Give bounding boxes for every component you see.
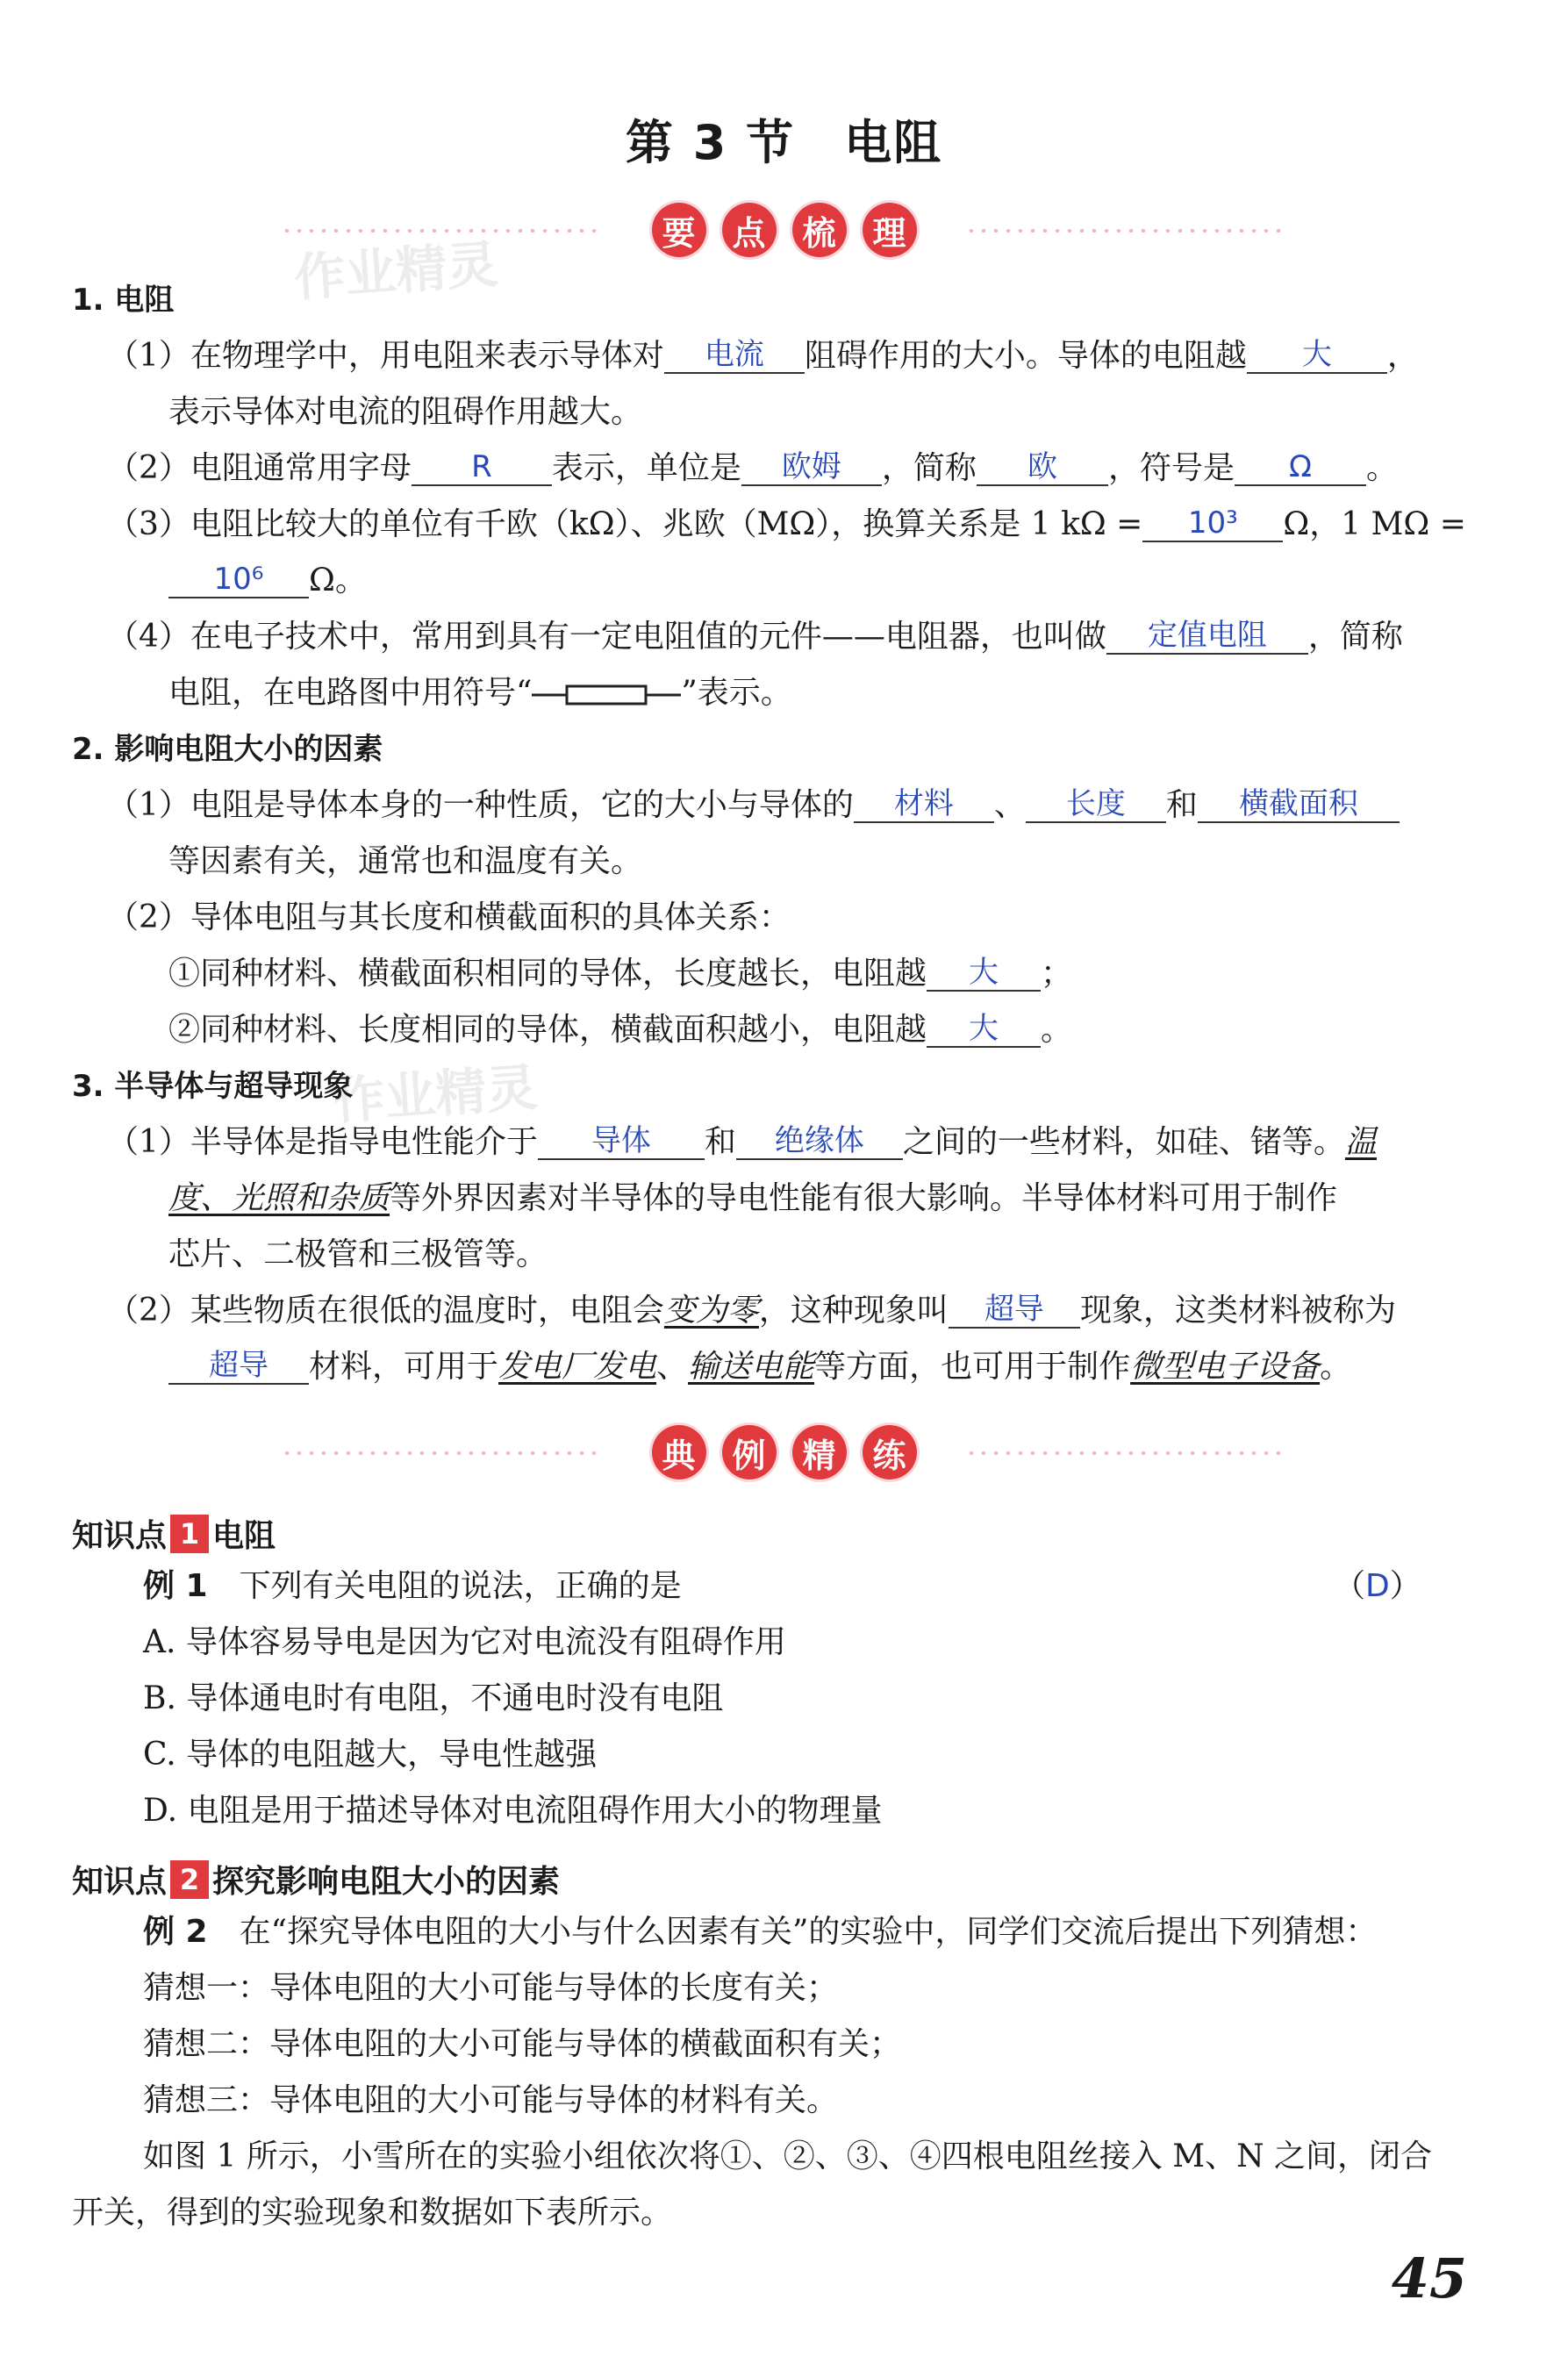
banner-dots-right (965, 229, 1281, 233)
answer-blank: Ω (1235, 449, 1366, 486)
text: ，简称 (881, 450, 977, 486)
text-line: 芯片、二极管和三极管等。 (168, 1236, 548, 1272)
text-line (107, 616, 1403, 658)
knowledge-point-heading (72, 1511, 276, 1556)
banner-dots-right (965, 1451, 1281, 1455)
text: 、 (656, 1349, 689, 1385)
section-banner-examples (0, 1420, 1568, 1485)
banner-char: 要 (652, 203, 706, 257)
answer-blank: 电流 (664, 337, 805, 374)
text-line (168, 560, 367, 602)
answer-blank: 绝缘体 (736, 1123, 903, 1160)
text: 之间的一些材料，如硅、锗等。 (902, 1124, 1345, 1160)
answer-blank: 大 (927, 1011, 1041, 1048)
banner-char: 梳 (792, 203, 847, 257)
text: ，简称 (1307, 619, 1403, 655)
answer-blank: 超导 (168, 1348, 309, 1385)
handwritten-text: 微型电子设备 (1130, 1349, 1321, 1385)
watermark: 作业精灵 (332, 1057, 540, 1131)
text: 在“探究导体电阻的大小与什么因素有关”的实验中，同学们交流后提出下列猜想： (239, 1914, 1378, 1950)
banner-char: 练 (863, 1425, 917, 1479)
text: 下列有关电阻的说法，正确的是 (239, 1568, 682, 1604)
answer-blank: 材料 (854, 786, 994, 823)
watermark: 作业精灵 (292, 233, 500, 308)
answer-blank: 定值电阻 (1106, 618, 1308, 655)
option-b: B. 导体通电时有电阻，不通电时没有电阻 (143, 1680, 724, 1716)
answer-bracket (1334, 1565, 1421, 1608)
text: （4）在电子技术中，常用到具有一定电阻值的元件——电阻器，也叫做 (107, 619, 1106, 655)
text: ”表示。 (681, 675, 792, 711)
text-line: 开关，得到的实验现象和数据如下表所示。 (72, 2195, 673, 2231)
answer-blank: 欧 (977, 449, 1108, 486)
banner-char: 典 (652, 1425, 706, 1479)
text-line (107, 448, 1398, 490)
answer-blank: R (412, 449, 552, 486)
answer-blank: 10⁶ (168, 562, 309, 598)
handwritten-text: 输送电能 (688, 1349, 815, 1385)
text: 阻碍作用的大小。导体的电阻越 (804, 338, 1247, 374)
answer-blank: 欧姆 (741, 449, 882, 486)
text: ） (1389, 1568, 1421, 1604)
guess-1: 猜想一：导体电阻的大小可能与导体的长度有关； (143, 1970, 839, 2006)
banner-char: 例 (722, 1425, 777, 1479)
handwritten-text: 变为零 (663, 1293, 759, 1329)
answer-blank: 长度 (1026, 786, 1166, 823)
text-line (107, 1121, 1377, 1164)
example-stem (143, 1911, 1377, 1953)
text: 。 (1365, 450, 1398, 486)
example-tag: 例 2 (143, 1914, 208, 1950)
answer-blank: 大 (1247, 337, 1387, 374)
text: 等外界因素对半导体的导电性能有很大影响。半导体材料可用于制作 (390, 1180, 1338, 1216)
banner-char: 精 (792, 1425, 847, 1479)
text: Ω。 (309, 562, 367, 598)
option-c: C. 导体的电阻越大，导电性越强 (143, 1737, 598, 1773)
option-d: D. 电阻是用于描述导体对电流阻碍作用大小的物理量 (143, 1793, 883, 1829)
text: ，这种现象叫 (758, 1293, 949, 1329)
text: ； (1041, 956, 1073, 992)
text: ②同种材料、长度相同的导体，横截面积越小，电阻越 (168, 1012, 927, 1048)
text: 。 (1041, 1012, 1073, 1048)
answer-blank: 导体 (538, 1123, 705, 1160)
section-heading: 1. 电阻 (72, 283, 175, 318)
option-a: A. 导体容易导电是因为它对电流没有阻碍作用 (143, 1624, 786, 1660)
banner-char: 理 (863, 203, 917, 257)
kp-number-badge: 2 (170, 1860, 209, 1899)
text: 材料，可用于 (309, 1349, 499, 1385)
kp-name: 电阻 (212, 1518, 276, 1554)
text-line: （2）导体电阻与其长度和横截面积的具体关系： (107, 899, 791, 935)
guess-3: 猜想三：导体电阻的大小可能与导体的材料有关。 (143, 2082, 839, 2118)
text-line (107, 784, 1400, 827)
page-title: 第 3 节 电阻 (625, 115, 943, 170)
text-line (168, 672, 792, 714)
text: （2）电阻通常用字母 (107, 450, 412, 486)
text: 。 (1320, 1349, 1352, 1385)
text: ①同种材料、横截面积相同的导体，长度越长，电阻越 (168, 956, 927, 992)
text: （2）某些物质在很低的温度时，电阻会 (107, 1293, 664, 1329)
example-stem (143, 1565, 682, 1608)
resistor-symbol-icon (532, 682, 681, 708)
text: 和 (704, 1124, 736, 1160)
handwritten-text: 发电厂发电 (498, 1349, 657, 1385)
text: （3）电阻比较大的单位有千欧（kΩ）、兆欧（MΩ），换算关系是 1 kΩ = (107, 506, 1143, 542)
banner-char: 点 (722, 203, 777, 257)
text: （1）在物理学中，用电阻来表示导体对 (107, 338, 664, 374)
text: （ (1334, 1568, 1366, 1604)
text: 、 (993, 787, 1026, 823)
text-line (168, 1178, 1337, 1220)
answer-blank: 横截面积 (1198, 786, 1400, 823)
text: ， (1386, 338, 1419, 374)
text-line: 如图 1 所示，小雪所在的实验小组依次将①、②、③、④四根电阻丝接入 M、N 之间，闭合 (143, 2138, 1433, 2174)
text-line (168, 953, 1072, 995)
text-line (107, 504, 1466, 546)
text-line (107, 1290, 1396, 1332)
text: （1）电阻是导体本身的一种性质，它的大小与导体的 (107, 787, 854, 823)
section-banner-key-points (0, 197, 1568, 262)
text-line (168, 1009, 1072, 1051)
section-heading: 3. 半导体与超导现象 (72, 1069, 354, 1104)
answer-blank: 大 (927, 955, 1041, 992)
banner-dots-left (281, 1451, 597, 1455)
text: ，符号是 (1107, 450, 1235, 486)
handwritten-text: 温 (1344, 1124, 1377, 1160)
answer-choice: D (1365, 1568, 1390, 1604)
answer-blank: 10³ (1142, 505, 1283, 542)
knowledge-point-heading (72, 1857, 560, 1902)
section-heading: 2. 影响电阻大小的因素 (72, 732, 383, 767)
kp-name: 探究影响电阻大小的因素 (212, 1864, 561, 1900)
text: 现象，这类材料被称为 (1079, 1293, 1396, 1329)
text: 和 (1165, 787, 1198, 823)
handwritten-text: 度、光照和杂质 (168, 1180, 390, 1216)
kp-label: 知识点 (72, 1864, 168, 1900)
page-number: 45 (1391, 2246, 1467, 2310)
example-tag: 例 1 (143, 1568, 208, 1604)
kp-label: 知识点 (72, 1518, 168, 1554)
text-line (168, 1346, 1351, 1388)
banner-dots-left (281, 229, 597, 233)
text: Ω，1 MΩ = (1283, 506, 1466, 542)
kp-number-badge: 1 (170, 1515, 209, 1553)
text-line (107, 335, 1419, 377)
answer-blank: 超导 (949, 1292, 1080, 1329)
guess-2: 猜想二：导体电阻的大小可能与导体的横截面积有关； (143, 2026, 902, 2062)
text-line: 表示导体对电流的阻碍作用越大。 (168, 394, 643, 430)
text: 表示，单位是 (551, 450, 741, 486)
text: （1）半导体是指导电性能介于 (107, 1124, 538, 1160)
text: 等方面，也可用于制作 (814, 1349, 1131, 1385)
text-line: 等因素有关，通常也和温度有关。 (168, 843, 643, 879)
text: 电阻，在电路图中用符号“ (168, 675, 533, 711)
